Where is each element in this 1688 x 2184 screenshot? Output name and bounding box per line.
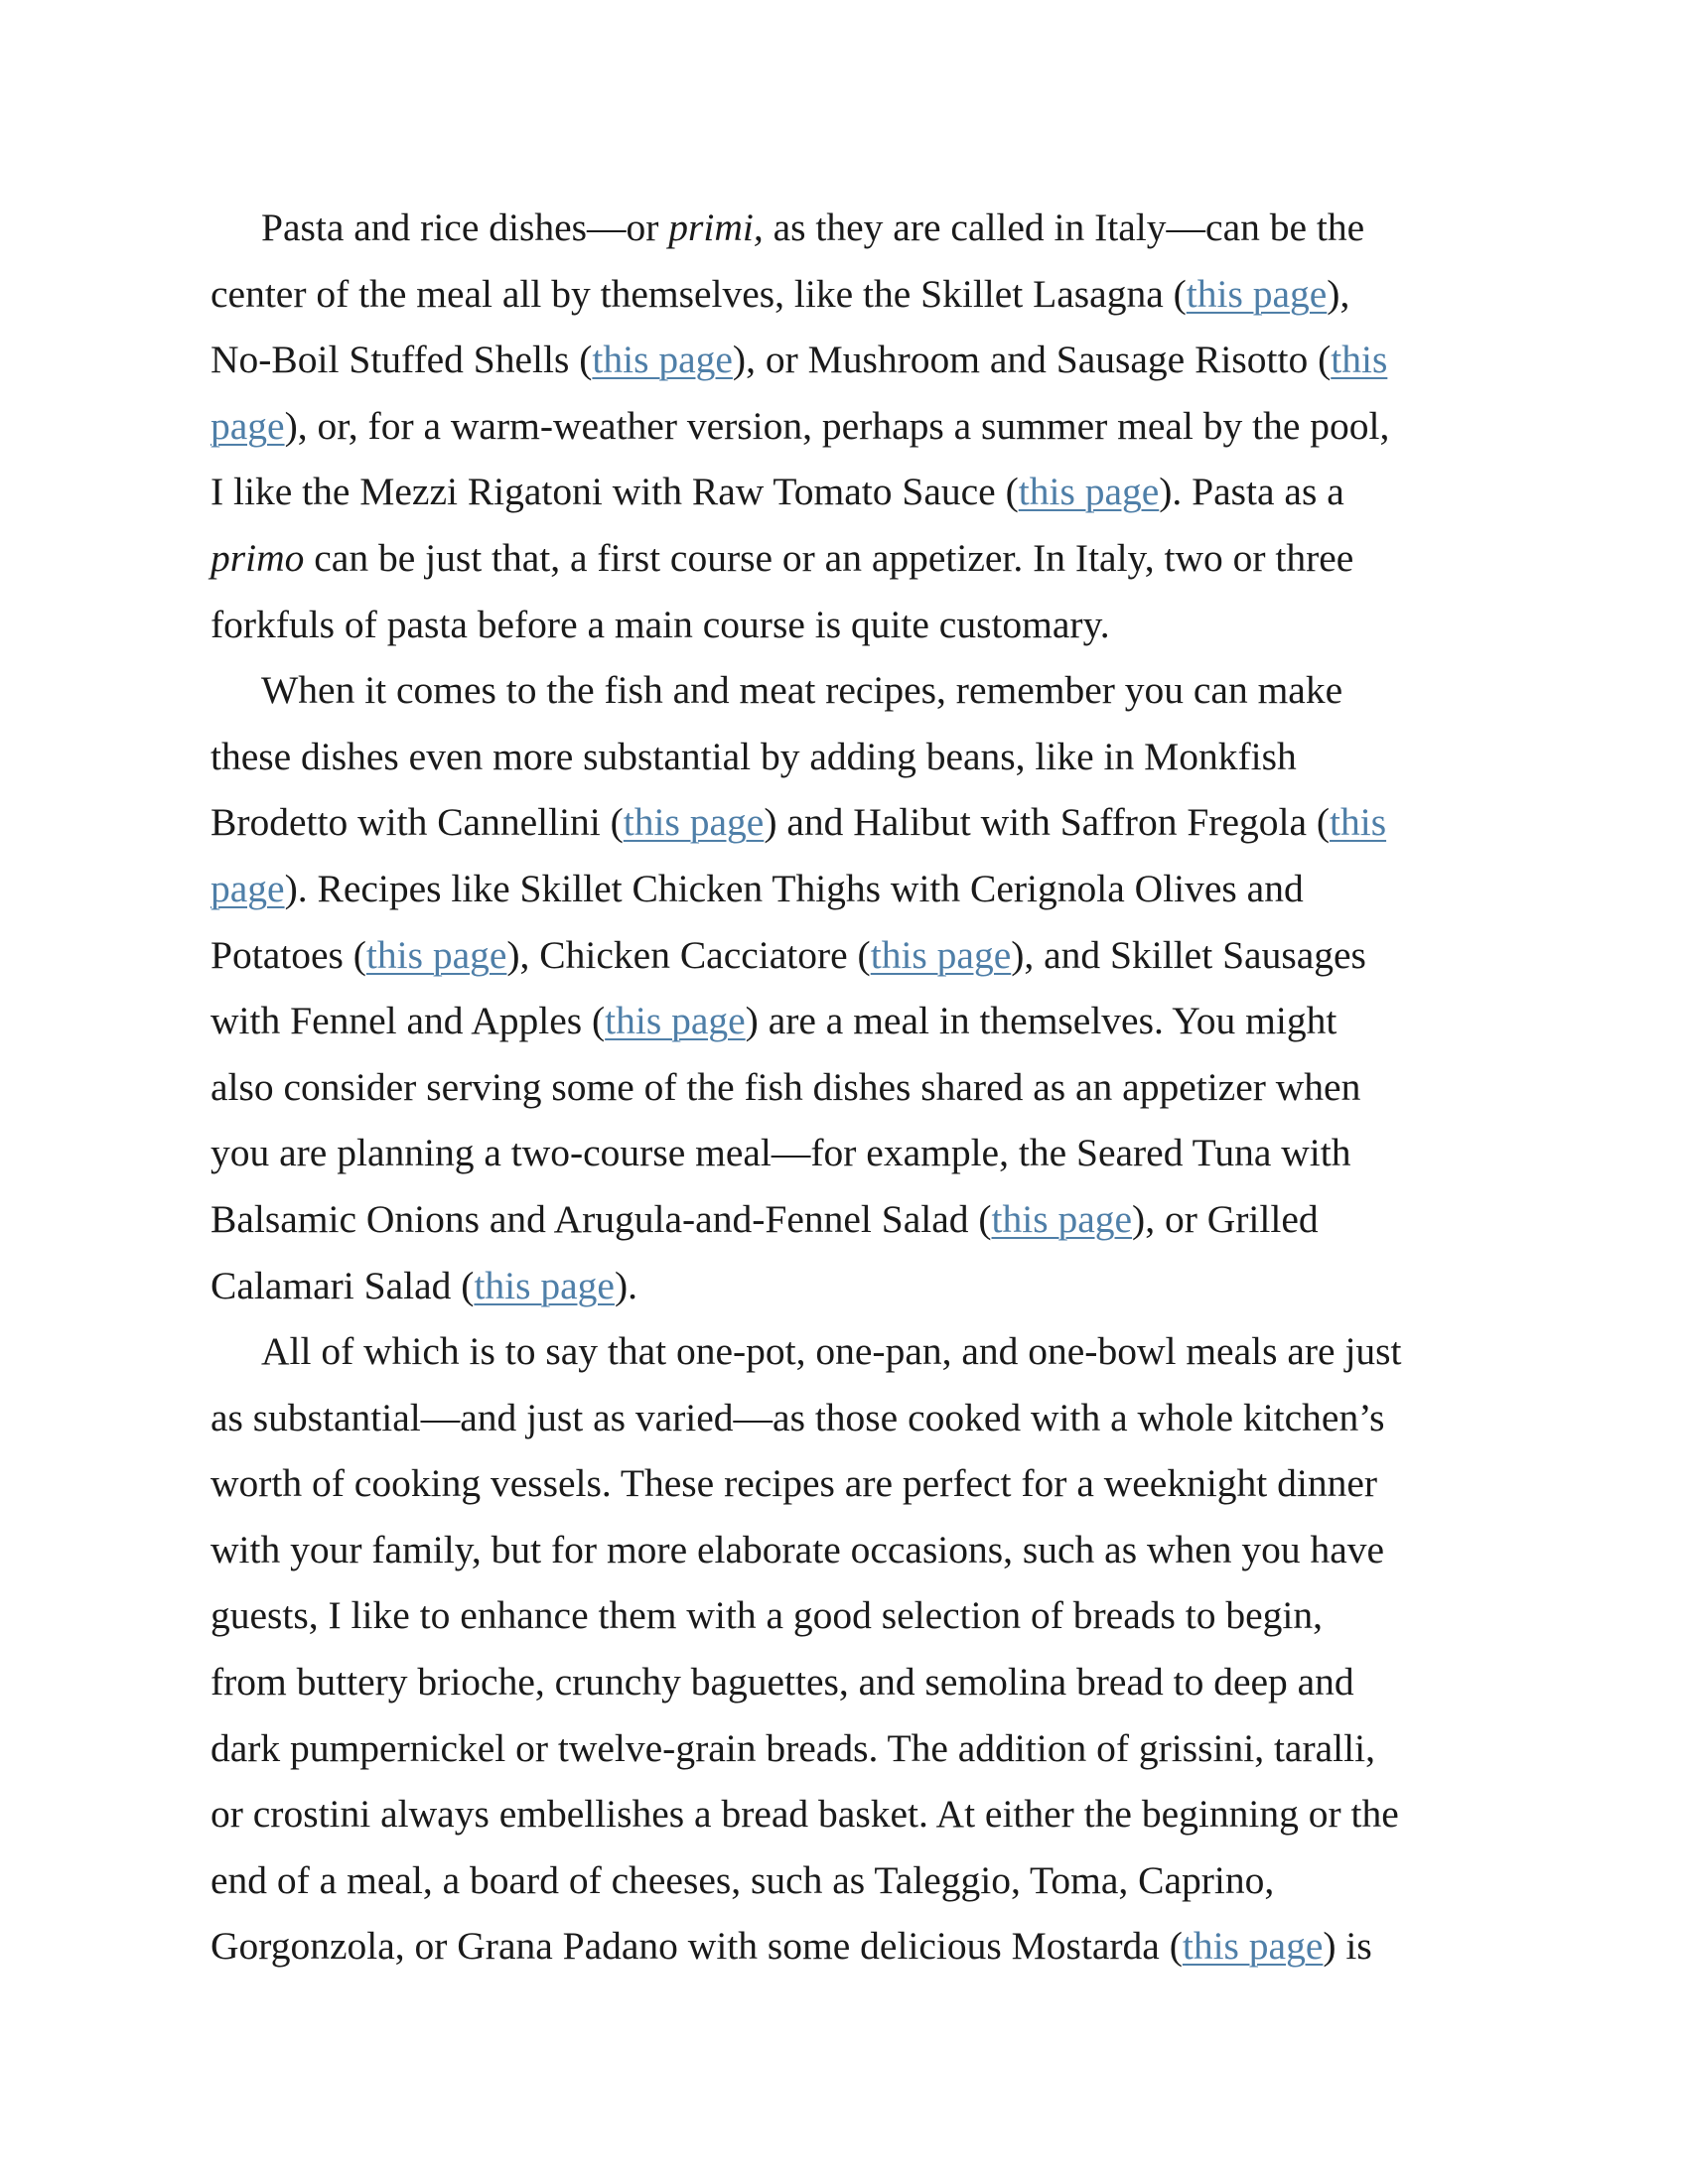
link-halibut-fregola-cont[interactable]: page: [211, 866, 285, 910]
link-chicken-cacciatore[interactable]: this page: [870, 932, 1012, 977]
link-skillet-lasagna[interactable]: this page: [1186, 271, 1328, 316]
text-line: [211, 1186, 1487, 1253]
link-mostarda[interactable]: this page: [1182, 1924, 1324, 1969]
text-line: [211, 1582, 1487, 1649]
text-line: [211, 327, 1487, 393]
document-page: [211, 195, 1487, 1979]
text-run: with Fennel and Apples (: [211, 999, 606, 1043]
text-run: Potatoes (: [211, 932, 366, 977]
text-line: [211, 393, 1487, 460]
text-line: [211, 988, 1487, 1054]
text-line: [211, 1385, 1487, 1451]
text-run: or crostini always embellishes a bread basket. At either the beginning or the: [211, 1792, 1399, 1837]
text-run: from buttery brioche, crunchy baguettes, and semolina bread to deep and: [211, 1660, 1354, 1705]
text-run: ), or Grilled: [1132, 1196, 1319, 1241]
paragraph: [211, 1318, 1487, 1979]
text-run: Calamari Salad (: [211, 1263, 475, 1307]
text-line: [211, 1120, 1487, 1186]
text-run: When it comes to the fish and meat recipes, remember you can make: [261, 668, 1343, 713]
text-run: ).: [614, 1263, 637, 1307]
text-run: also consider serving some of the fish dishes shared as an appetizer when: [211, 1064, 1361, 1109]
text-run: All of which is to say that one-pot, one-pan, and one-bowl meals are just: [261, 1329, 1402, 1374]
link-monkfish-brodetto[interactable]: this page: [623, 800, 765, 845]
text-run: ),: [1327, 271, 1350, 316]
link-grilled-calamari[interactable]: this page: [474, 1263, 615, 1307]
link-mushroom-sausage-risotto-cont[interactable]: page: [211, 403, 285, 448]
text-run: as they are called in Italy—can be the: [763, 205, 1365, 249]
text-run: worth of cooking vessels. These recipes are perfect for a weeknight dinner: [211, 1461, 1378, 1506]
text-run: ), or, for a warm-weather version, perhaps a summer meal by the pool,: [284, 403, 1390, 448]
link-no-boil-stuffed-shells[interactable]: this page: [592, 338, 733, 382]
text-run: can be just that, a first course or an appetizer. In Italy, two or three: [304, 535, 1354, 580]
text-run: as substantial—and just as varied—as those cooked with a whole kitchen’s: [211, 1395, 1385, 1439]
text-run: ). Recipes like Skillet Chicken Thighs with Cerignola Olives and: [284, 866, 1304, 910]
text-run: ). Pasta as a: [1159, 470, 1344, 514]
text-run: Gorgonzola, or Grana Padano with some delicious Mostarda (: [211, 1924, 1183, 1969]
link-skillet-chicken-thighs[interactable]: this page: [365, 932, 507, 977]
paragraph: [211, 195, 1487, 657]
text-run: with your family, but for more elaborate occasions, such as when you have: [211, 1527, 1385, 1571]
text-run: dark pumpernickel or twelve-grain breads. The addition of grissini, taralli,: [211, 1725, 1375, 1770]
text-run: guests, I like to enhance them with a good selection of breads to begin,: [211, 1593, 1323, 1638]
link-halibut-fregola[interactable]: this: [1330, 800, 1387, 845]
text-run: center of the meal all by themselves, like the Skillet Lasagna (: [211, 271, 1187, 316]
text-line: [211, 1517, 1487, 1583]
text-run: these dishes even more substantial by adding beans, like in Monkfish: [211, 734, 1297, 778]
text-run: No-Boil Stuffed Shells (: [211, 338, 593, 382]
text-line: [211, 1715, 1487, 1782]
text-run: ), or Mushroom and Sausage Risotto (: [732, 338, 1332, 382]
text-line: [211, 261, 1487, 328]
text-line: [211, 195, 1487, 261]
text-run: ) and Halibut with Saffron Fregola (: [764, 800, 1331, 845]
text-line: [211, 1054, 1487, 1121]
link-seared-tuna[interactable]: this page: [991, 1196, 1133, 1241]
text-line: [211, 1847, 1487, 1914]
text-run: ), Chicken Cacciatore (: [506, 932, 871, 977]
text-line: [211, 789, 1487, 856]
text-run: Brodetto with Cannellini (: [211, 800, 624, 845]
text-run: Balsamic Onions and Arugula-and-Fennel Salad (: [211, 1196, 992, 1241]
text-line: [211, 1318, 1487, 1385]
text-line: [211, 922, 1487, 989]
text-run: end of a meal, a board of cheeses, such as Taleggio, Toma, Caprino,: [211, 1857, 1275, 1902]
link-skillet-sausages[interactable]: this page: [605, 999, 746, 1043]
italic-term: primi,: [668, 205, 764, 249]
text-run: ) is: [1323, 1924, 1372, 1969]
text-run: I like the Mezzi Rigatoni with Raw Tomato Sauce (: [211, 470, 1019, 514]
text-line: [211, 1781, 1487, 1847]
text-run: forkfuls of pasta before a main course is quite customary.: [211, 602, 1110, 646]
text-line: [211, 525, 1487, 592]
text-line: [211, 1450, 1487, 1517]
text-line: [211, 1913, 1487, 1979]
text-run: you are planning a two-course meal—for example, the Seared Tuna with: [211, 1131, 1351, 1175]
text-line: [211, 856, 1487, 922]
text-line: [211, 724, 1487, 790]
text-line: [211, 592, 1487, 658]
link-mezzi-rigatoni[interactable]: this page: [1018, 470, 1160, 514]
text-run: Pasta and rice dishes—or: [261, 205, 669, 249]
text-line: [211, 657, 1487, 724]
text-run: ) are a meal in themselves. You might: [745, 999, 1337, 1043]
text-line: [211, 1649, 1487, 1715]
text-run: ), and Skillet Sausages: [1011, 932, 1366, 977]
link-mushroom-sausage-risotto[interactable]: this: [1331, 338, 1388, 382]
paragraph: [211, 657, 1487, 1318]
text-line: [211, 459, 1487, 525]
italic-term: primo: [211, 535, 305, 580]
text-line: [211, 1253, 1487, 1319]
